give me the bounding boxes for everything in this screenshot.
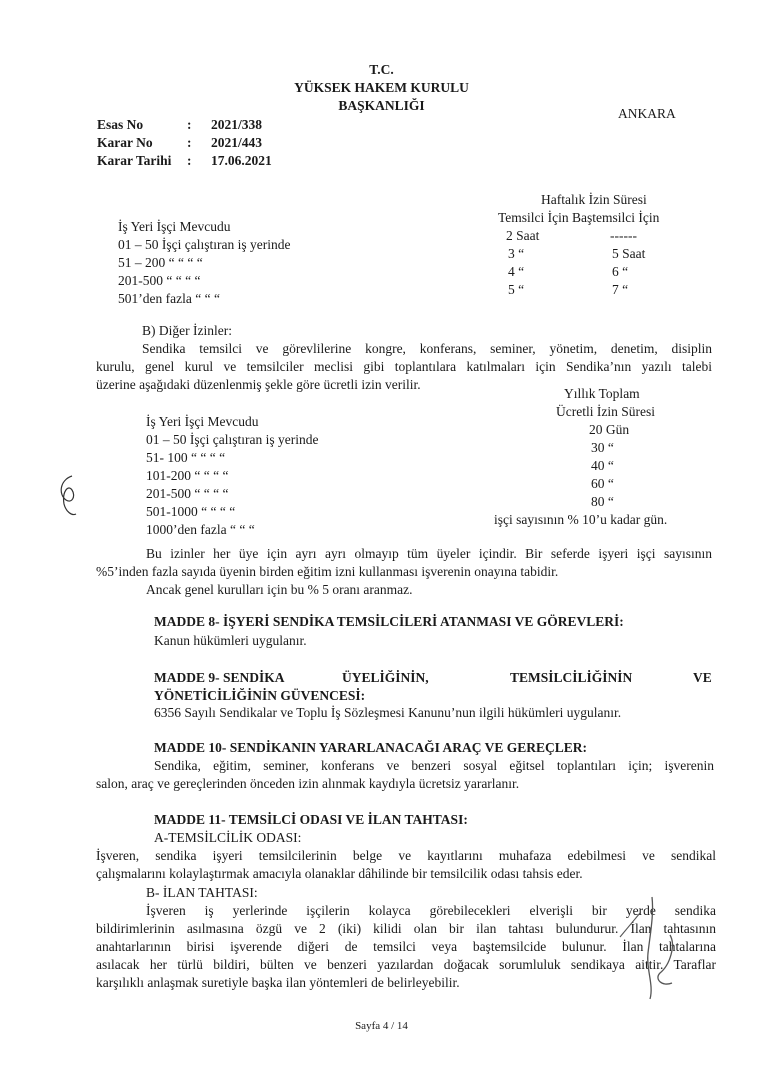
page-number: Sayfa 4 / 14 (355, 1020, 408, 1032)
table2-left-header: İş Yeri İşçi Mevcudu (146, 414, 259, 429)
table-cell-days: 20 Gün (589, 422, 630, 437)
section-b-line: Sendika temsilci ve görevlilerine kongre, konferans, seminer, yönetim, denetim, disiplin (142, 341, 712, 356)
article-11-a-line: çalışmalarını kolaylaştırmak amacıyla olanaklar dâhilinde bir temsilcilik odası tahsis eder. (96, 866, 583, 881)
table-cell-temsilci: 4 “ (508, 264, 525, 279)
article-11-b-line: karşılıklı anlaşmak suretiyle başka ilan yöntemleri de belirleyebilir. (96, 975, 460, 990)
section-b-heading: B) Diğer İzinler: (142, 323, 232, 338)
table-row-left: 01 – 50 İşçi çalıştıran iş yerinde (118, 237, 291, 252)
table-cell-days: 30 “ (591, 440, 614, 455)
table-cell-bas: 6 “ (612, 264, 629, 279)
table-cell-bas: 5 Saat (612, 246, 646, 261)
article-9-title-word: ÜYELİĞİNİN, (342, 670, 429, 685)
article-10-line: Sendika, eğitim, seminer, konferans ve benzeri sosyal eğitsel toplantıları için; işverenin (154, 758, 714, 773)
article-9-text: 6356 Sayılı Sendikalar ve Toplu İş Sözleşmesi Kanunu’nun ilgili hükümleri uygulanır. (154, 705, 622, 720)
article-10-line: salon, araç ve gereçlerinden önceden izin alınmak kaydıyla ücretsiz yararlanır. (96, 776, 520, 791)
notes-line: Ancak genel kurulları için bu % 5 oranı aranmaz. (146, 582, 413, 597)
table-cell-days: 40 “ (591, 458, 614, 473)
article-11-sub-a: A-TEMSİLCİLİK ODASI: (154, 830, 302, 845)
table-cell-temsilci: 5 “ (508, 282, 525, 297)
signature-icon (610, 895, 700, 1005)
table1-right-sub: Temsilci İçin Baştemsilci İçin (498, 210, 660, 225)
table-cell-days: 60 “ (591, 476, 614, 491)
table-row-left: 01 – 50 İşçi çalıştıran iş yerinde (146, 432, 319, 447)
header-presidency: BAŞKANLIĞI (338, 98, 425, 113)
meta-label: Karar No (97, 135, 153, 150)
table-cell-bas: 7 “ (612, 282, 629, 297)
table-row-left: 501-1000 “ “ “ “ (146, 504, 236, 519)
article-11-b-line: anahtarlarının birisi işverende diğeri de temsilci veya baştemsilcide bulunur. İlan tahtalarına (96, 939, 716, 954)
meta-label: Esas No (97, 117, 144, 132)
article-8-text: Kanun hükümleri uygulanır. (154, 633, 307, 648)
notes-line: Bu izinler her üye için ayrı ayrı olmayıp tüm üyeler içindir. Bir seferde işyeri işçi sayısının (146, 546, 712, 561)
table-row-left: 1000’den fazla “ “ “ (146, 522, 255, 537)
handwritten-initial-icon (50, 470, 90, 520)
table-cell-temsilci: 3 “ (508, 246, 525, 261)
table2-right-sub: Ücretli İzin Süresi (556, 404, 655, 419)
meta-value: 17.06.2021 (211, 153, 272, 168)
header-institution: YÜKSEK HAKEM KURULU (294, 80, 469, 95)
meta-value: 2021/338 (211, 117, 263, 132)
table-row-left: 501’den fazla “ “ “ (118, 291, 220, 306)
table-cell-temsilci: 2 Saat (506, 228, 540, 243)
article-9-title-word: VE (693, 670, 712, 685)
table-row-left: 201-500 “ “ “ “ (146, 486, 229, 501)
header-city: ANKARA (618, 106, 676, 121)
article-9-title-word: MADDE 9- SENDİKA (154, 670, 285, 685)
article-11-sub-b: B- İLAN TAHTASI: (146, 885, 258, 900)
section-b-line: üzerine aşağıdaki düzenlenmiş şekle göre ücretli izin verilir. (96, 377, 421, 392)
table1-left-header: İş Yeri İşçi Mevcudu (118, 219, 231, 234)
article-10-title: MADDE 10- SENDİKANIN YARARLANACAĞI ARAÇ VE GEREÇLER: (154, 740, 588, 755)
table-cell-bas: ------ (610, 228, 637, 243)
article-8-title: MADDE 8- İŞYERİ SENDİKA TEMSİLCİLERİ ATANMASI VE GÖREVLERİ: (154, 614, 624, 629)
table-cell-days: 80 “ (591, 494, 614, 509)
article-11-b-line: asılacak her türlü bildiri, bülten ve benzeri yazılardan doğacak sorumluluk sendikaya aittir. Taraflar (96, 957, 716, 972)
table-row-left: 101-200 “ “ “ “ (146, 468, 229, 483)
meta-value: 2021/443 (211, 135, 263, 150)
meta-colon: : (187, 117, 192, 132)
table-cell-days: işçi sayısının % 10’u kadar gün. (494, 512, 668, 527)
table2-right-title: Yıllık Toplam (564, 386, 640, 401)
table1-right-title: Haftalık İzin Süresi (541, 192, 647, 207)
table-row-left: 201-500 “ “ “ “ (118, 273, 201, 288)
notes-line: %5’inden fazla sayıda üyenin birden eğitim izni kullanması işverenin onayına tabidir. (96, 564, 559, 579)
meta-colon: : (187, 135, 192, 150)
article-11-title: MADDE 11- TEMSİLCİ ODASI VE İLAN TAHTASI: (154, 812, 468, 827)
section-b-line: kurulu, genel kurul ve temsilciler meclisi gibi toplantılara katılmaları için Sendika’nın yazılı talebi (96, 359, 712, 374)
header-tc: T.C. (369, 62, 394, 77)
article-11-b-line: İşveren iş yerlerinde işçilerin kolayca görebilecekleri elverişli bir yerde sendika (146, 903, 716, 918)
article-9-title-word: TEMSİLCİLİĞİNİN (510, 670, 633, 685)
table-row-left: 51 – 200 “ “ “ “ (118, 255, 203, 270)
table-row-left: 51- 100 “ “ “ “ (146, 450, 226, 465)
article-11-b-line: bildirimlerinin asılmasına özgü ve 2 (iki) kilidi olan bir ilan tahtası bulundurur. İlan tahtasının (96, 921, 716, 936)
meta-colon: : (187, 153, 192, 168)
meta-label: Karar Tarihi (97, 153, 172, 168)
article-11-a-line: İşveren, sendika işyeri temsilcilerinin belge ve kayıtlarını muhafaza edebilmesi ve sendikal (96, 848, 716, 863)
article-9-title-line2: YÖNETİCİLİĞİNİN GÜVENCESİ: (154, 688, 366, 703)
